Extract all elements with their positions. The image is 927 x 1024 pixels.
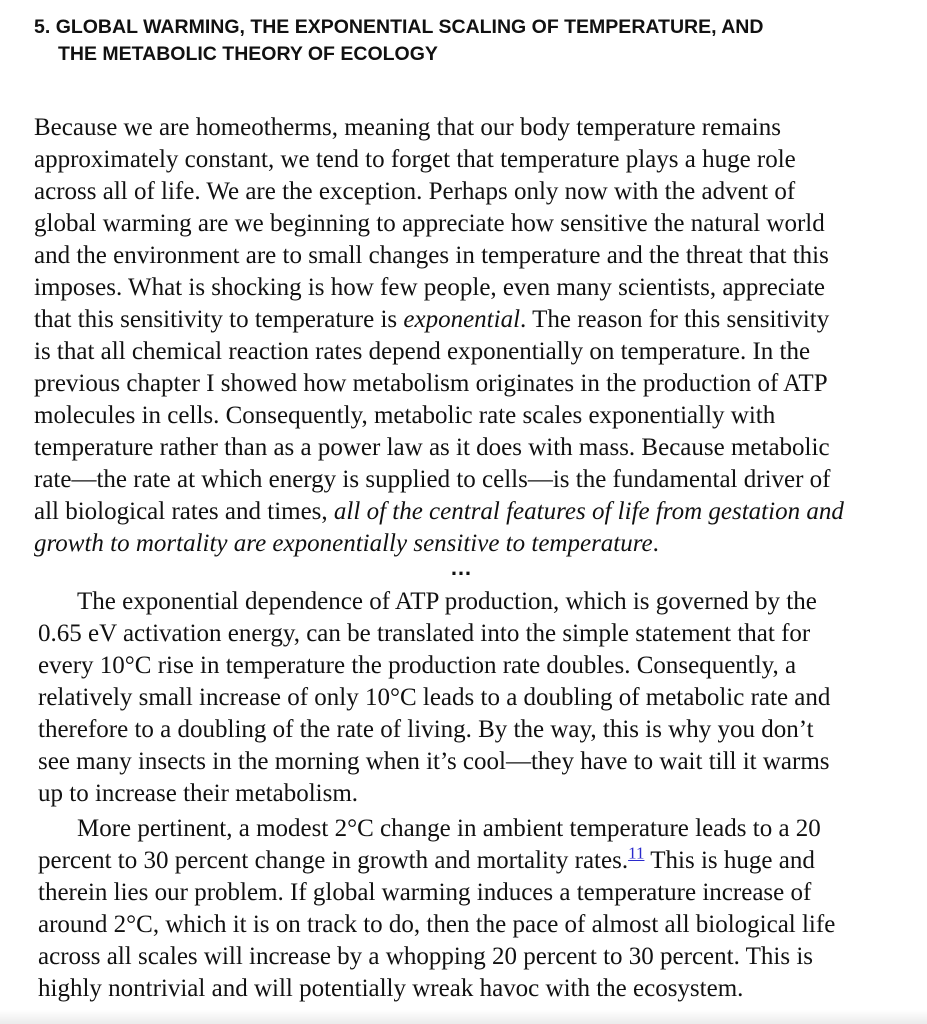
text-line — [38, 586, 918, 618]
text-fragment: . — [652, 530, 659, 557]
text-line: across all scales will increase by a whopping 20 percent to 30 percent. This is — [38, 943, 814, 970]
text-line — [38, 813, 918, 845]
paragraph-3 — [38, 813, 918, 1005]
text-fragment: . The reason for this sensitivity — [520, 306, 830, 333]
paragraph-1 — [34, 112, 914, 560]
text-line — [34, 528, 914, 560]
text-line: highly nontrivial and will potentially wreak havoc with the ecosystem. — [38, 975, 744, 1002]
chapter-title-part-2: THE METABOLIC THEORY OF ECOLOGY — [58, 43, 438, 65]
text-line: and the environment are to small changes in temperature and the threat that this — [34, 242, 829, 269]
emphasis-central-features-cont: growth to mortality are exponentially sensitive to temperature — [34, 530, 653, 557]
text-line: rate—the rate at which energy is supplied to cells—is the fundamental driver of — [34, 466, 831, 493]
text-line: across all of life. We are the exception. Perhaps only now with the advent of — [34, 178, 796, 205]
text-line: temperature rather than as a power law as it does with mass. Because metabolic — [34, 434, 830, 461]
text-fragment: all biological rates and times, — [34, 498, 334, 525]
text-fragment: More pertinent, a modest 2°C change in ambient temperature leads to a 20 — [77, 815, 821, 842]
text-fragment: This is huge and — [644, 847, 815, 874]
text-line: is that all chemical reaction rates depend exponentially on temperature. In the — [34, 338, 811, 365]
text-line: see many insects in the morning when it’s cool—they have to wait till it warms — [38, 748, 830, 775]
text-line: Because we are homeotherms, meaning that our body temperature remains — [34, 114, 781, 141]
text-line: every 10°C rise in temperature the production rate doubles. Consequently, a — [38, 652, 797, 679]
text-line: up to increase their metabolism. — [38, 780, 359, 807]
text-line: imposes. What is shocking is how few people, even many scientists, appreciate — [34, 274, 826, 301]
text-line — [38, 845, 918, 877]
text-fragment: The exponential dependence of ATP production, which is governed by the — [77, 588, 817, 615]
chapter-number: 5. — [34, 16, 51, 38]
text-line — [34, 304, 914, 336]
text-line: previous chapter I showed how metabolism originates in the production of ATP — [34, 370, 828, 397]
text-line: 0.65 eV activation energy, can be translated into the simple statement that for — [38, 620, 811, 647]
text-line — [34, 496, 914, 528]
chapter-heading — [34, 14, 894, 68]
text-line: global warming are we beginning to appreciate how sensitive the natural world — [34, 210, 825, 237]
text-line: approximately constant, we tend to forget that temperature plays a huge role — [34, 146, 796, 173]
page-bottom-edge — [0, 1010, 927, 1024]
chapter-heading-line-1 — [34, 14, 894, 41]
text-line: molecules in cells. Consequently, metabolic rate scales exponentially with — [34, 402, 776, 429]
text-line: therefore to a doubling of the rate of living. By the way, this is why you don’t — [38, 716, 814, 743]
text-line: relatively small increase of only 10°C leads to a doubling of metabolic rate and — [38, 684, 831, 711]
text-line: therein lies our problem. If global warming induces a temperature increase of — [38, 879, 812, 906]
emphasis-central-features: all of the central features of life from gestation and — [333, 498, 844, 525]
footnote-link-11[interactable]: 11 — [628, 843, 645, 863]
text-fragment: percent to 30 percent change in growth and mortality rates. — [38, 847, 629, 874]
section-separator: … — [450, 555, 473, 580]
emphasis-exponential: exponential — [403, 306, 521, 333]
paragraph-2 — [38, 586, 918, 810]
text-fragment: that this sensitivity to temperature is — [34, 306, 404, 333]
chapter-title-part-1: GLOBAL WARMING, THE EXPONENTIAL SCALING OF TEMPERATURE, AND — [55, 16, 764, 38]
text-line: around 2°C, which it is on track to do, then the pace of almost all biological life — [38, 911, 836, 938]
